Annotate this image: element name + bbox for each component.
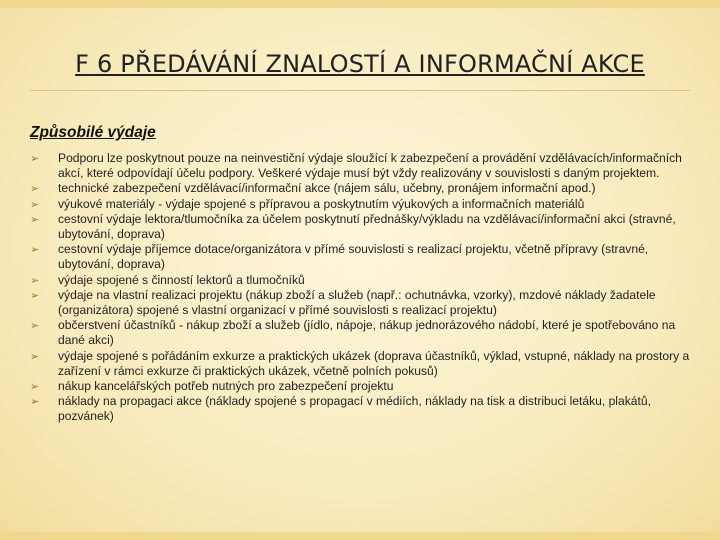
- arrow-bullet-icon: ➢: [30, 213, 40, 226]
- list-item-text: výukové materiály - výdaje spojené s přípravou a poskytnutím výukových a informačních materiálů: [58, 196, 585, 211]
- list-item: [30, 242, 700, 272]
- list-item: [30, 273, 700, 288]
- arrow-bullet-icon: ➢: [30, 183, 40, 196]
- list-item-text: cestovní výdaje příjemce dotace/organizátora v přímé souvislosti s realizací projektu, včetně přípravy (stravné, ubytování, doprava): [58, 242, 649, 272]
- list-item: [30, 212, 700, 242]
- arrow-bullet-icon: ➢: [30, 350, 40, 363]
- list-item: [30, 318, 700, 348]
- arrow-bullet-icon: ➢: [30, 381, 40, 394]
- list-item-text: Podporu lze poskytnout pouze na neinvestiční výdaje sloužící k zabezpečení a provádění vzdělávacích/informačních akcí, které odpovídají účelu podpory. Veškeré výdaje musí být vždy realizovány v souvislosti s daným projektem.: [58, 151, 682, 181]
- list-item-text: technické zabezpečení vzdělávací/informační akce (nájem sálu, učebny, pronájem informační apod.): [58, 181, 596, 196]
- list-item-text: náklady na propagaci akce (náklady spojené s propagací v médiích, náklady na tisk a distribuci letáku, plakátů, pozvánek): [58, 394, 651, 424]
- top-border: [0, 0, 720, 8]
- list-item-text: výdaje spojené s pořádáním exkurze a praktických ukázek (doprava účastníků, výklad, vstupné, náklady na prostory a zařízení v rámci exkurze či praktických ukázek, včetně polních pokusů): [58, 348, 690, 378]
- slide-title: F 6 PŘEDÁVÁNÍ ZNALOSTÍ A INFORMAČNÍ AKCE: [75, 50, 645, 78]
- list-item: [30, 288, 700, 318]
- list-item-text: cestovní výdaje lektora/tlumočníka za účelem poskytnutí přednášky/výkladu na vzdělávací/informační akci (stravné, ubytování, doprava): [58, 211, 676, 242]
- list-item-text: nákup kancelářských potřeb nutných pro zabezpečení projektu: [58, 379, 394, 394]
- list-item: [30, 394, 700, 424]
- list-item: [30, 379, 700, 394]
- arrow-bullet-icon: ➢: [30, 320, 40, 333]
- list-item: [30, 197, 700, 212]
- arrow-bullet-icon: ➢: [30, 153, 40, 165]
- arrow-bullet-icon: ➢: [30, 274, 40, 287]
- section-heading: Způsobilé výdaje: [30, 124, 156, 141]
- list-item-text: výdaje spojené s činností lektorů a tlumočníků: [58, 272, 305, 287]
- bullet-list: [30, 151, 700, 425]
- arrow-bullet-icon: ➢: [30, 198, 40, 211]
- arrow-bullet-icon: ➢: [30, 244, 40, 257]
- arrow-bullet-icon: ➢: [30, 289, 40, 302]
- bottom-border: [0, 532, 720, 540]
- list-item: [30, 151, 700, 181]
- title-divider: [30, 90, 690, 91]
- arrow-bullet-icon: ➢: [30, 396, 40, 409]
- list-item-text: výdaje na vlastní realizaci projektu (nákup zboží a služeb (např.: ochutnávka, vzorky), mzdové náklady žadatele (organizátora) spojené s vlastní organizací v přímé souvislosti s realizací projektu): [58, 287, 656, 318]
- list-item: [30, 181, 700, 196]
- list-item: [30, 349, 700, 379]
- list-item-text: občerstvení účastníků - nákup zboží a služeb (jídlo, nápoje, nákup jednorázového nádobí, které je spotřebováno na dané akci): [58, 318, 676, 348]
